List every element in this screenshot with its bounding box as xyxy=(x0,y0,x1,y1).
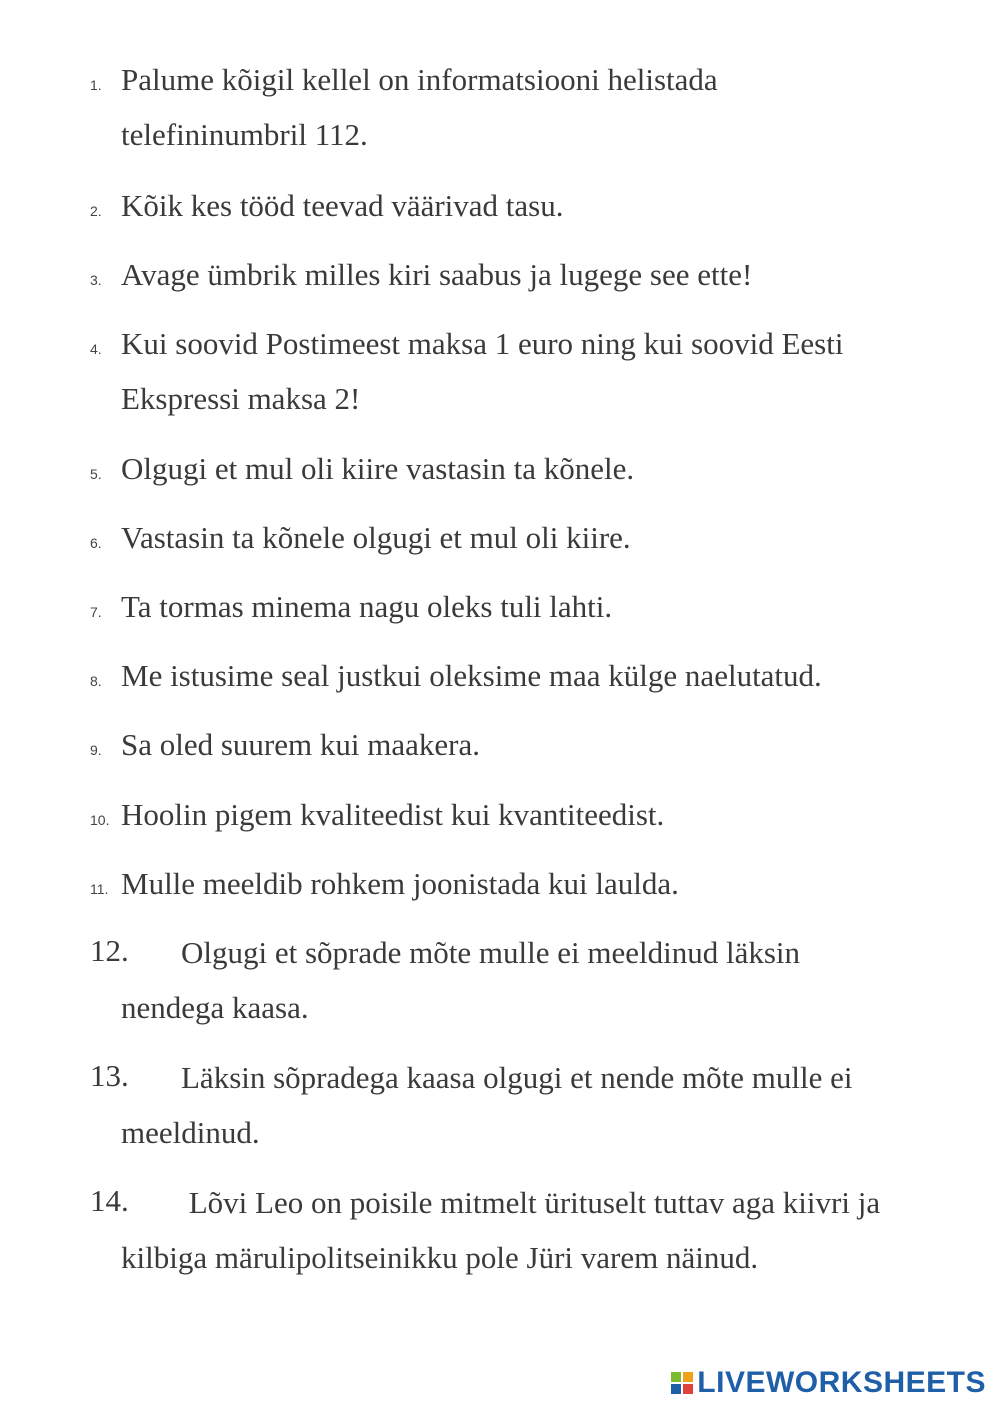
item-number: 7. xyxy=(90,604,102,620)
item-text: Hoolin pigem kvaliteedist kui kvantiteedist. xyxy=(121,797,665,832)
list-item-6 xyxy=(90,510,960,565)
item-number: 12. xyxy=(90,933,129,968)
item-text: Ta tormas minema nagu oleks tuli lahti. xyxy=(121,589,613,624)
item-number: 9. xyxy=(90,742,102,758)
list-item-7 xyxy=(90,579,960,634)
list-item-13 xyxy=(90,1050,960,1160)
item-number: 3. xyxy=(90,272,102,288)
item-number: 4. xyxy=(90,341,102,357)
logo-mark-icon xyxy=(671,1372,693,1394)
item-text: Läksin sõpradega kaasa olgugi et nende mõte mulle ei meeldinud. xyxy=(121,1060,853,1150)
logo-square xyxy=(683,1384,693,1394)
logo-square xyxy=(683,1372,693,1382)
item-number: 14. xyxy=(90,1183,129,1218)
list-item-9 xyxy=(90,717,960,772)
liveworksheets-logo xyxy=(671,1366,986,1400)
logo-square xyxy=(671,1372,681,1382)
item-text: Olgugi et sõprade mõte mulle ei meeldinud läksin nendega kaasa. xyxy=(121,935,801,1025)
list-item-1 xyxy=(90,52,960,162)
list-item-11 xyxy=(90,856,960,911)
list-item-3 xyxy=(90,247,960,302)
item-number: 8. xyxy=(90,673,102,689)
item-number: 5. xyxy=(90,466,102,482)
item-text: Mulle meeldib rohkem joonistada kui laulda. xyxy=(121,866,679,901)
item-number: 2. xyxy=(90,203,102,219)
item-text: Palume kõigil kellel on informatsiooni helistada telefininumbril 112. xyxy=(121,62,718,152)
item-text: Kõik kes tööd teevad väärivad tasu. xyxy=(121,188,564,223)
logo-text: LIVEWORKSHEETS xyxy=(697,1366,986,1399)
list-item-8 xyxy=(90,648,960,703)
item-number: 11. xyxy=(90,881,109,897)
item-text: Lõvi Leo on poisile mitmelt ürituselt tuttav aga kiivri ja kilbiga märulipolitseinikku pole Jüri varem näinud. xyxy=(121,1185,888,1275)
item-number: 13. xyxy=(90,1058,129,1093)
item-text: Sa oled suurem kui maakera. xyxy=(121,727,480,762)
list-item-5 xyxy=(90,441,960,496)
item-text: Vastasin ta kõnele olgugi et mul oli kiire. xyxy=(121,520,631,555)
list-item-4 xyxy=(90,316,960,426)
list-item-14 xyxy=(90,1175,960,1285)
list-item-2 xyxy=(90,178,960,233)
item-number: 1. xyxy=(90,77,102,93)
item-text: Olgugi et mul oli kiire vastasin ta kõnele. xyxy=(121,451,635,486)
item-text: Kui soovid Postimeest maksa 1 euro ning kui soovid Eesti Ekspressi maksa 2! xyxy=(121,326,844,416)
list-item-12 xyxy=(90,925,960,1035)
item-text: Avage ümbrik milles kiri saabus ja lugege see ette! xyxy=(121,257,753,292)
list-item-10 xyxy=(90,787,960,842)
logo-square xyxy=(671,1384,681,1394)
item-text: Me istusime seal justkui oleksime maa külge naelutatud. xyxy=(121,658,822,693)
item-number: 6. xyxy=(90,535,102,551)
item-number: 10. xyxy=(90,812,110,828)
